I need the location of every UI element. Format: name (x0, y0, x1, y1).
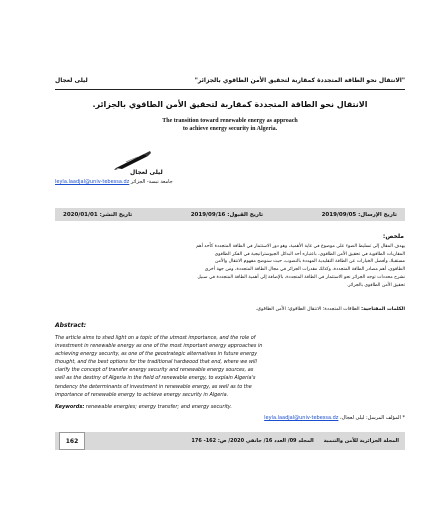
header-rule (55, 89, 405, 90)
arabic-abstract-line: نشرح محددات توجه الجزائر نحو الاستثمار في الطاقة المتجددة، بالإضافة إلى أهمية الطاقة المتجددة في سبيل (197, 274, 405, 280)
author-name: ليلى لعجال (130, 169, 163, 176)
affiliation-row (55, 179, 173, 185)
arabic-abstract (55, 243, 405, 289)
running-title: "الانتقال نحو الطاقة المتجددة كمقاربة لتحقيق الأمن الطاقوي بالجزائر" (194, 76, 405, 84)
corresponding-author-footnote (55, 415, 405, 421)
date-sent: تاريخ الإرسال: 2019/09/05 (321, 211, 397, 218)
arabic-abstract-line: المقاربات الطاقوية في تحقيق الأمن الطاقوي، باعتباره أحد البدائل الجيوستراتيجية في الفكر الطاقوي (214, 251, 405, 257)
english-abstract-heading: Abstract: (55, 322, 87, 329)
running-head (55, 74, 405, 86)
arabic-keywords (55, 307, 405, 312)
english-keywords (55, 404, 405, 410)
footnote-marker: * (402, 415, 405, 421)
english-abstract-line: investment in renewable energy as one of the most important energy approaches in (55, 343, 263, 350)
footer-band (55, 432, 405, 450)
journal-name: المجلة الجزائرية للأمن والتنمية (323, 438, 399, 444)
english-abstract-line: thought, and the best options for the traditional hardwood that end, where we will (55, 359, 257, 366)
date-published: تاريخ النشر: 2020/01/01 (63, 211, 133, 218)
page-number: 162 (59, 432, 85, 450)
english-keywords-text: renewable energies; energy transfer; and energy security. (85, 404, 232, 410)
footnote-label: المؤلف المرسل: ليلى لعجال، (340, 415, 401, 421)
dates-band (55, 208, 405, 221)
arabic-abstract-heading: ملخص: (382, 233, 404, 240)
running-author: ليلى لعجال (55, 76, 88, 84)
english-title-line-2: to achieve energy security in Algeria. (182, 126, 278, 132)
english-abstract (55, 334, 405, 399)
english-abstract-line: well as the destiny of Algeria in the field of renewable energy, to explain Algeria's (55, 375, 256, 382)
english-keywords-label: Keywords: (55, 404, 85, 410)
journal-issue-info: المجلد 09/ العدد 16/ جانفي 2020/ ص: 162- 176 (191, 438, 314, 444)
arabic-keywords-label: الكلمات المفتاحية: (361, 307, 405, 312)
english-abstract-line: achieving energy security, as one of the geostrategic alternatives in future energy (55, 351, 258, 358)
pen-icon (114, 150, 152, 170)
english-abstract-line: importance of renewable energy to achieve energy security in Algeria. (55, 391, 229, 398)
arabic-title: الانتقال نحو الطاقة المتجددة كمقاربة لتحقيق الأمن الطاقوي بالجزائر. (92, 100, 368, 109)
english-title-line-1: The transition toward renewable energy as approach (162, 118, 298, 124)
arabic-abstract-line: مستقبلا، وأفضل الخيارات عن الطاقة التقليدية المهددة بالنضوب، حيث سنوضح مفهوم الانتقال والأمن (215, 259, 405, 265)
footnote-email-link[interactable]: leyla.laadjal@univ-tebessa.dz (264, 415, 339, 421)
arabic-abstract-line: تحقيق الأمن الطاقوي بالجزائر. (346, 282, 405, 288)
english-abstract-line: The article aims to shed light on a topic of the utmost importance, and the role of (55, 335, 256, 341)
english-abstract-line: clarify the concept of transfer energy security and renewable energy sources, as (55, 367, 254, 374)
english-abstract-line: tendency the determinants of investment in renewable energy, as well as to the (55, 383, 252, 390)
author-affiliation: جامعة تبسة- الجزائر (130, 179, 173, 185)
author-email-link[interactable]: leyla.laadjal@univ-tebessa.dz (55, 179, 130, 185)
arabic-keywords-text: الطاقات المتجددة؛ الانتقال الطاقوي؛ الأمن الطاقوي. (255, 307, 360, 312)
date-accepted: تاريخ القبول: 2019/09/16 (190, 211, 264, 218)
english-title (70, 117, 390, 133)
arabic-abstract-line: الطاقوي، أهم مصادر الطاقة المتجددة، وكذلك مقدرات الجزائر في مجال الطاقة المتجددة، ومن جهة أخرى (204, 267, 405, 273)
arabic-abstract-line: يهدف المقال إلى تسليط الضوء على موضوع في غاية الأهمية، وهو دور الاستثمار في الطاقة المتجددة كأحد أهم (196, 244, 405, 249)
